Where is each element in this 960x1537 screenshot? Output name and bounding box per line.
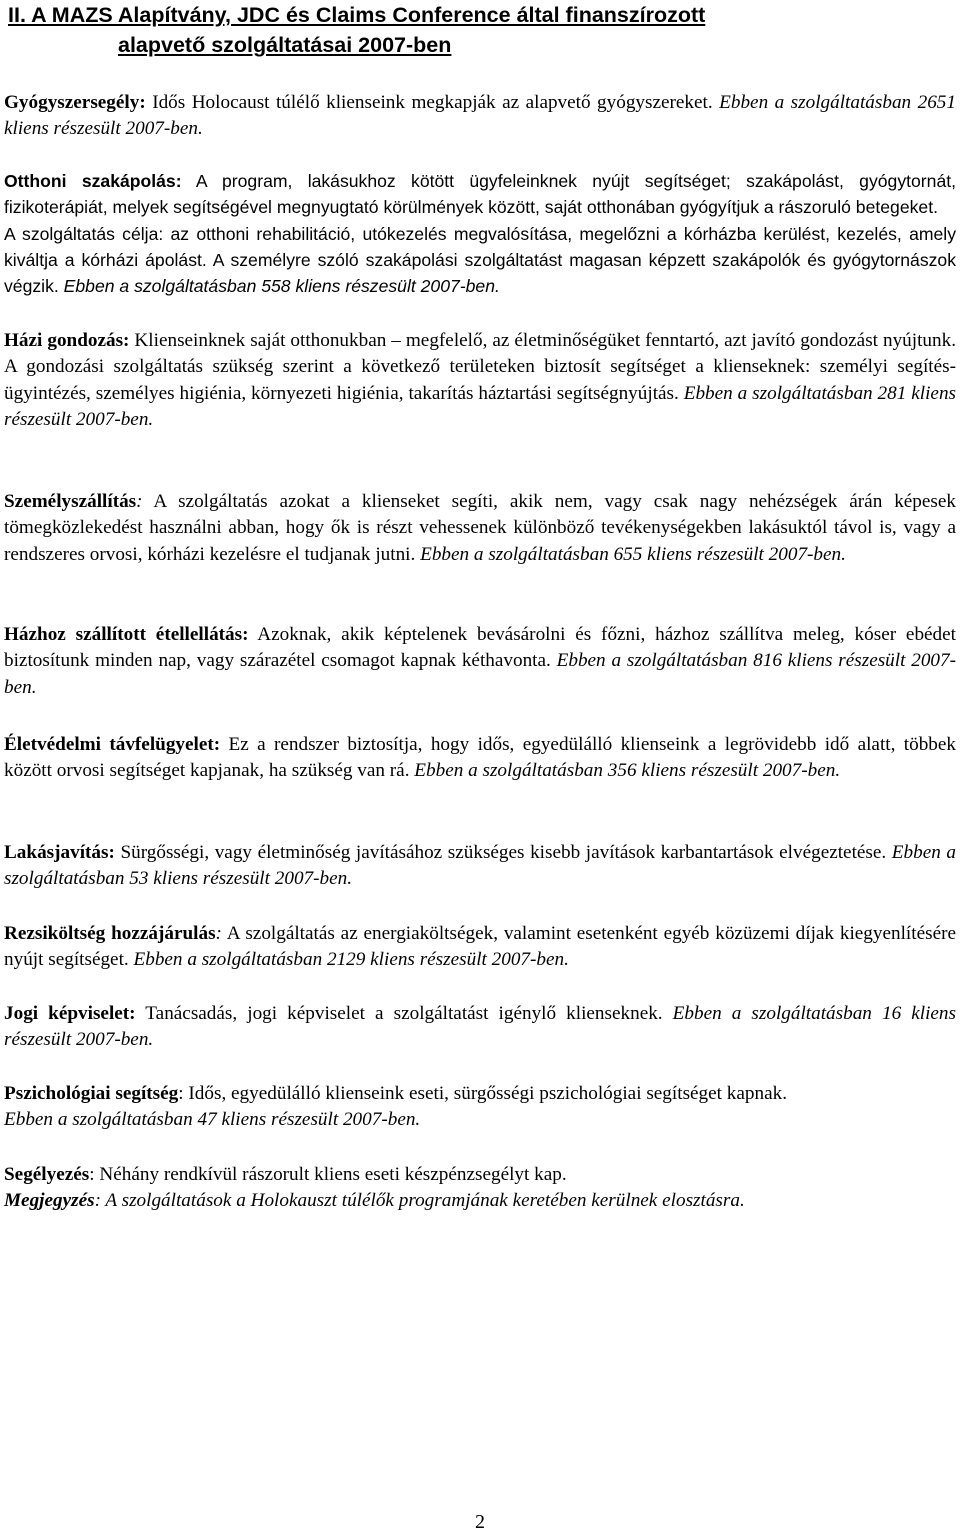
paragraph-title: Lakásjavítás: [4, 842, 115, 863]
note-text: : A szolgáltatások a Holokauszt túlélők programjának keretében kerülnek elosztásra. [94, 1190, 745, 1212]
note-title: Megjegyzés [4, 1190, 95, 1212]
paragraph-text: A szolgáltatás azokat a klienseket segíti, akik nem, vagy csak nagy nehézségek árán képesek tömegközlekedést használni abban, hogy ők is részt vehessenek különböző tevékenységekben lakásuktól távol is, vagy a rendszeres orvosi, kórházi kezelésre el tudjanak jutni. [4, 491, 956, 565]
paragraph-otthoni-szakapolas [4, 168, 956, 299]
paragraph-title-colon: : [136, 491, 143, 512]
paragraph-text: A szolgáltatás az energiaköltségek, valamint esetenként egyéb közüzemi díjak kiegyenlítésére nyújt segítséget. [4, 923, 956, 971]
paragraph-title: Személyszállítás [4, 491, 137, 512]
paragraph-text: Azoknak, akik képtelenek bevásárolni és főzni, házhoz szállítva meleg, kóser ebédet biztosítunk minden nap, vagy szárazétel csomagot kapnak kéthavonta. [4, 624, 956, 672]
paragraph-text: Ez a rendszer biztosítja, hogy idős, egyedülálló klienseink a legrövidebb idő alatt, többek között orvosi segítséget kapjanak, ha szükség van rá. [4, 734, 956, 782]
paragraph-title: Pszichológiai segítség [4, 1083, 179, 1104]
heading-line-1: II. A MAZS Alapítvány, JDC és Claims Conference által finanszírozott [8, 3, 706, 27]
paragraph-etellatas [4, 622, 956, 701]
paragraph-title-colon: : [215, 923, 222, 944]
paragraph-gyogyszersegely [4, 90, 956, 143]
paragraph-summary: Ebben a szolgáltatásban 2129 kliens részesült 2007-ben. [133, 949, 569, 971]
paragraph-summary: Ebben a szolgáltatásban 356 kliens részesült 2007-ben. [414, 760, 841, 782]
paragraph-text: : Néhány rendkívül rászorult kliens eseti készpénzsegélyt kap. [89, 1164, 567, 1185]
paragraph-text: A személyre szóló szakápolási szolgáltatást magasan képzett szakápolók és gyógytornászok végzik. [4, 249, 956, 297]
paragraph-hazi-gondozas [4, 328, 956, 433]
paragraph-title: Életvédelmi távfelügyelet: [4, 734, 221, 755]
paragraph-jogi-kepviselet [4, 1001, 956, 1054]
paragraph-text: Tanácsadás, jogi képviselet a szolgáltatást igénylő klienseknek. [135, 1003, 673, 1024]
section-heading [8, 0, 928, 60]
paragraph-title: Házhoz szállított étellellátás: [4, 624, 249, 645]
paragraph-summary: Ebben a szolgáltatásban 558 kliens részesült 2007-ben. [63, 276, 500, 297]
page-number: 2 [475, 1511, 485, 1533]
paragraph-rezsikoltseg [4, 921, 956, 974]
paragraph-title: Segélyezés [4, 1164, 90, 1185]
paragraph-text: A szolgáltatás célja: az otthoni rehabilitáció, utókezelés megvalósítása, megelőzni a kórházba kerülést, kezelés, amely kiváltja a kórházi ápolást. [4, 223, 956, 270]
paragraph-text: A program, lakásukhoz kötött ügyfeleinknek nyújt segítséget; szakápolást, gyógytornát, fizikoterápiát, melyek segítségével megnyugtató körülmények között, saját otthonában gyógyítjuk a rászoruló betegeket. [4, 171, 957, 218]
paragraph-szemelyszallitas [4, 489, 956, 568]
paragraph-summary: Ebben a szolgáltatásban 281 kliens részesült 2007-ben. [4, 382, 957, 430]
paragraph-summary: Ebben a szolgáltatásban 2651 kliens részesült 2007-ben. [4, 92, 956, 140]
paragraph-title: Rezsiköltség hozzájárulás [4, 923, 216, 944]
paragraph-summary: Ebben a szolgáltatásban 47 kliens részesült 2007-ben. [4, 1109, 421, 1131]
paragraph-lakasjavitas [4, 840, 956, 893]
paragraph-eletvedelmi-tavfelugyelet [4, 732, 956, 785]
paragraph-summary: Ebben a szolgáltatásban 53 kliens részesült 2007-ben. [4, 842, 956, 890]
paragraph-title: Otthoni szakápolás: [4, 171, 182, 191]
paragraph-text: : Idős, egyedülálló klienseink eseti, sürgősségi pszichológiai segítséget kapnak. [178, 1083, 787, 1104]
paragraph-summary: Ebben a szolgáltatásban 655 kliens részesült 2007-ben. [420, 543, 846, 565]
paragraph-title: Jogi képviselet: [4, 1003, 136, 1024]
paragraph-pszichologiai-segitseg [4, 1081, 956, 1134]
paragraph-text: Klienseinknek saját otthonukban – megfelelő, az életminőségüket fenntartó, azt javító gondozást nyújtunk. A gondozási szolgáltatás szükség szerint a következő területeken biztosít segítséget a klienseknek: személyi segítés-ügyintézés, személyes higiénia, környezeti higiénia, takarítás háztartási segítségnyújtás. [4, 330, 956, 404]
paragraph-title: Házi gondozás: [4, 330, 130, 351]
heading-line-2: alapvető szolgáltatásai 2007-ben [118, 33, 452, 57]
paragraph-text: Idős Holocaust túlélő klienseink megkapják az alapvető gyógyszereket. [145, 92, 720, 113]
paragraph-title: Gyógyszersegély: [4, 92, 146, 113]
paragraph-summary: Ebben a szolgáltatásban 816 kliens részesült 2007-ben. [4, 650, 957, 698]
paragraph-summary: Ebben a szolgáltatásban 16 kliens részesült 2007-ben. [4, 1003, 956, 1051]
paragraph-text: Sürgősségi, vagy életminőség javításához szükséges kisebb javítások karbantartások elvégeztetése. [114, 842, 892, 863]
paragraph-segelyezes [4, 1162, 956, 1215]
